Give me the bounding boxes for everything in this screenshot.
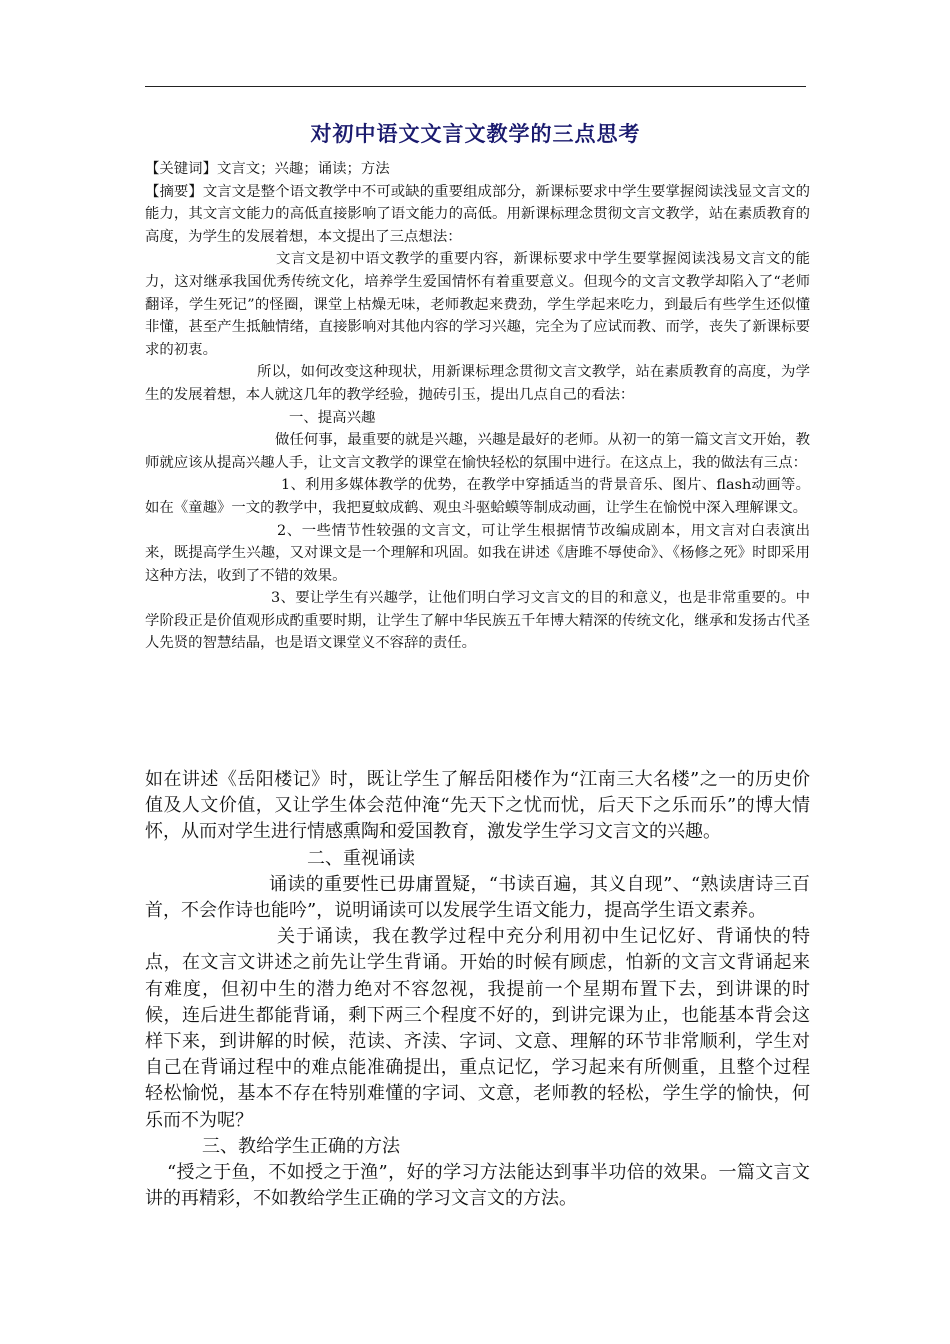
header-rule (145, 86, 806, 87)
section-2-paragraph-1: 诵读的重要性已毋庸置疑，“书读百遍，其义自现”、“熟读唐诗三百首，不会作诗也能吟”，说明诵读可以发展学生语文能力，提高学生语文素养。 (145, 873, 810, 922)
section-heading-recitation: 二、重视诵读 (307, 847, 415, 869)
section-1-point-3: 3、要让学生有兴趣学，让他们明白学习文言文的目的和意义，也是非常重要的。中学阶段正是价值观形成酌重要时期，让学生了解中华民族五千年博大精深的传统文化，继承和发扬古代圣人先贤的智慧结晶，也是语文课堂义不容辞的责任。 (145, 590, 810, 652)
keywords: 【关键词】文言文；兴趣；诵读；方法 (145, 161, 390, 177)
section-3-paragraph: “授之于鱼，不如授之于渔”，好的学习方法能达到事半功倍的效果。一篇文言文讲的再精彩，不如教给学生正确的学习文言文的方法。 (145, 1162, 810, 1210)
main-body (145, 767, 810, 1212)
intro-paragraph-1: 文言文是初中语文教学的重要内容，新课标要求中学生要掌握阅读浅易文言文的能力，这对继承我国优秀传统文化，培养学生爱国情怀有着重要意义。但现今的文言文教学却陷入了“老师翻译，学生死记”的怪圈，课堂上枯燥无味，老师教起来费劲，学生学起来吃力，到最后有些学生还似懂非懂，甚至产生抵触情绪，直接影响对其他内容的学习兴趣，完全为了应试而教、而学，丧失了新课标要求的初衷。 (145, 251, 810, 358)
section-heading-interest: 一、提高兴趣 (289, 409, 376, 426)
document-title: 对初中语文文言文教学的三点思考 (310, 121, 641, 146)
front-matter (145, 158, 810, 655)
intro-paragraph-2: 所以，如何改变这种现状，用新课标理念贯彻文言文教学，站在素质教育的高度，为学生的发展着想，本人就这几年的教学经验，抛砖引玉，提出几点自己的看法： (145, 364, 810, 403)
section-1-point-1: 1、利用多媒体教学的优势，在教学中穿插适当的背景音乐、图片、flash动画等。如在《童趣》一文的教学中，我把夏蚊成鹤、观虫斗驱蛤蟆等制成动画，让学生在愉悦中深入理解课文。 (145, 477, 810, 516)
section-1-paragraph: 做任何事，最重要的就是兴趣，兴趣是最好的老师。从初一的第一篇文言文开始，教师就应该从提高兴趣人手，让文言文教学的课堂在愉快轻松的氛围中进行。在这点上，我的做法有三点： (145, 432, 810, 471)
section-2-paragraph-2: 关于诵读，我在教学过程中充分利用初中生记忆好、背诵快的特点，在文言文讲述之前先让学生背诵。开始的时候有顾虑，怕新的文言文背诵起来有难度，但初中生的潜力绝对不容忽视，我提前一个星期布置下去，到讲课的时候，连后进生都能背诵，剩下两三个程度不好的，到讲完课为止，也能基本背会这样下来，到讲解的时候，范读、齐渎、字词、文意、理解的环节非常顺利，学生对自己在背诵过程中的难点能准确提出，重点记忆，学习起来有所侧重，且整个过程轻松愉悦，基本不存在特别难懂的字词、文意，老师教的轻松，学生学的愉快，何乐而不为呢？ (145, 926, 810, 1131)
section-1-example: 如在讲述《岳阳楼记》时，既让学生了解岳阳楼作为“江南三大名楼”之一的历史价值及人文价值，又让学生体会范仲淹“先天下之忧而忧，后天下之乐而乐”的博大情怀，从而对学生进行情感熏陶和爱国教育，激发学生学习文言文的兴趣。 (145, 769, 810, 843)
abstract: 【摘要】文言文是整个语文教学中不可或缺的重要组成部分，新课标要求中学生要掌握阅读浅显文言文的能力，其文言文能力的高低直接影响了语文能力的高低。用新课标理念贯彻文言文教学，站在素质教育的高度，为学生的发展着想，本文提出了三点想法： (145, 183, 810, 245)
section-heading-method: 三、教给学生正确的方法 (202, 1135, 400, 1157)
section-1-point-2: 2、一些情节性较强的文言文，可让学生根据情节改编成剧本，用文言对白表演出来，既提高学生兴趣，又对课文是一个理解和巩固。如我在讲述《唐雎不辱使命》、《杨修之死》时即采用这种方法，收到了不错的效果。 (145, 522, 810, 584)
